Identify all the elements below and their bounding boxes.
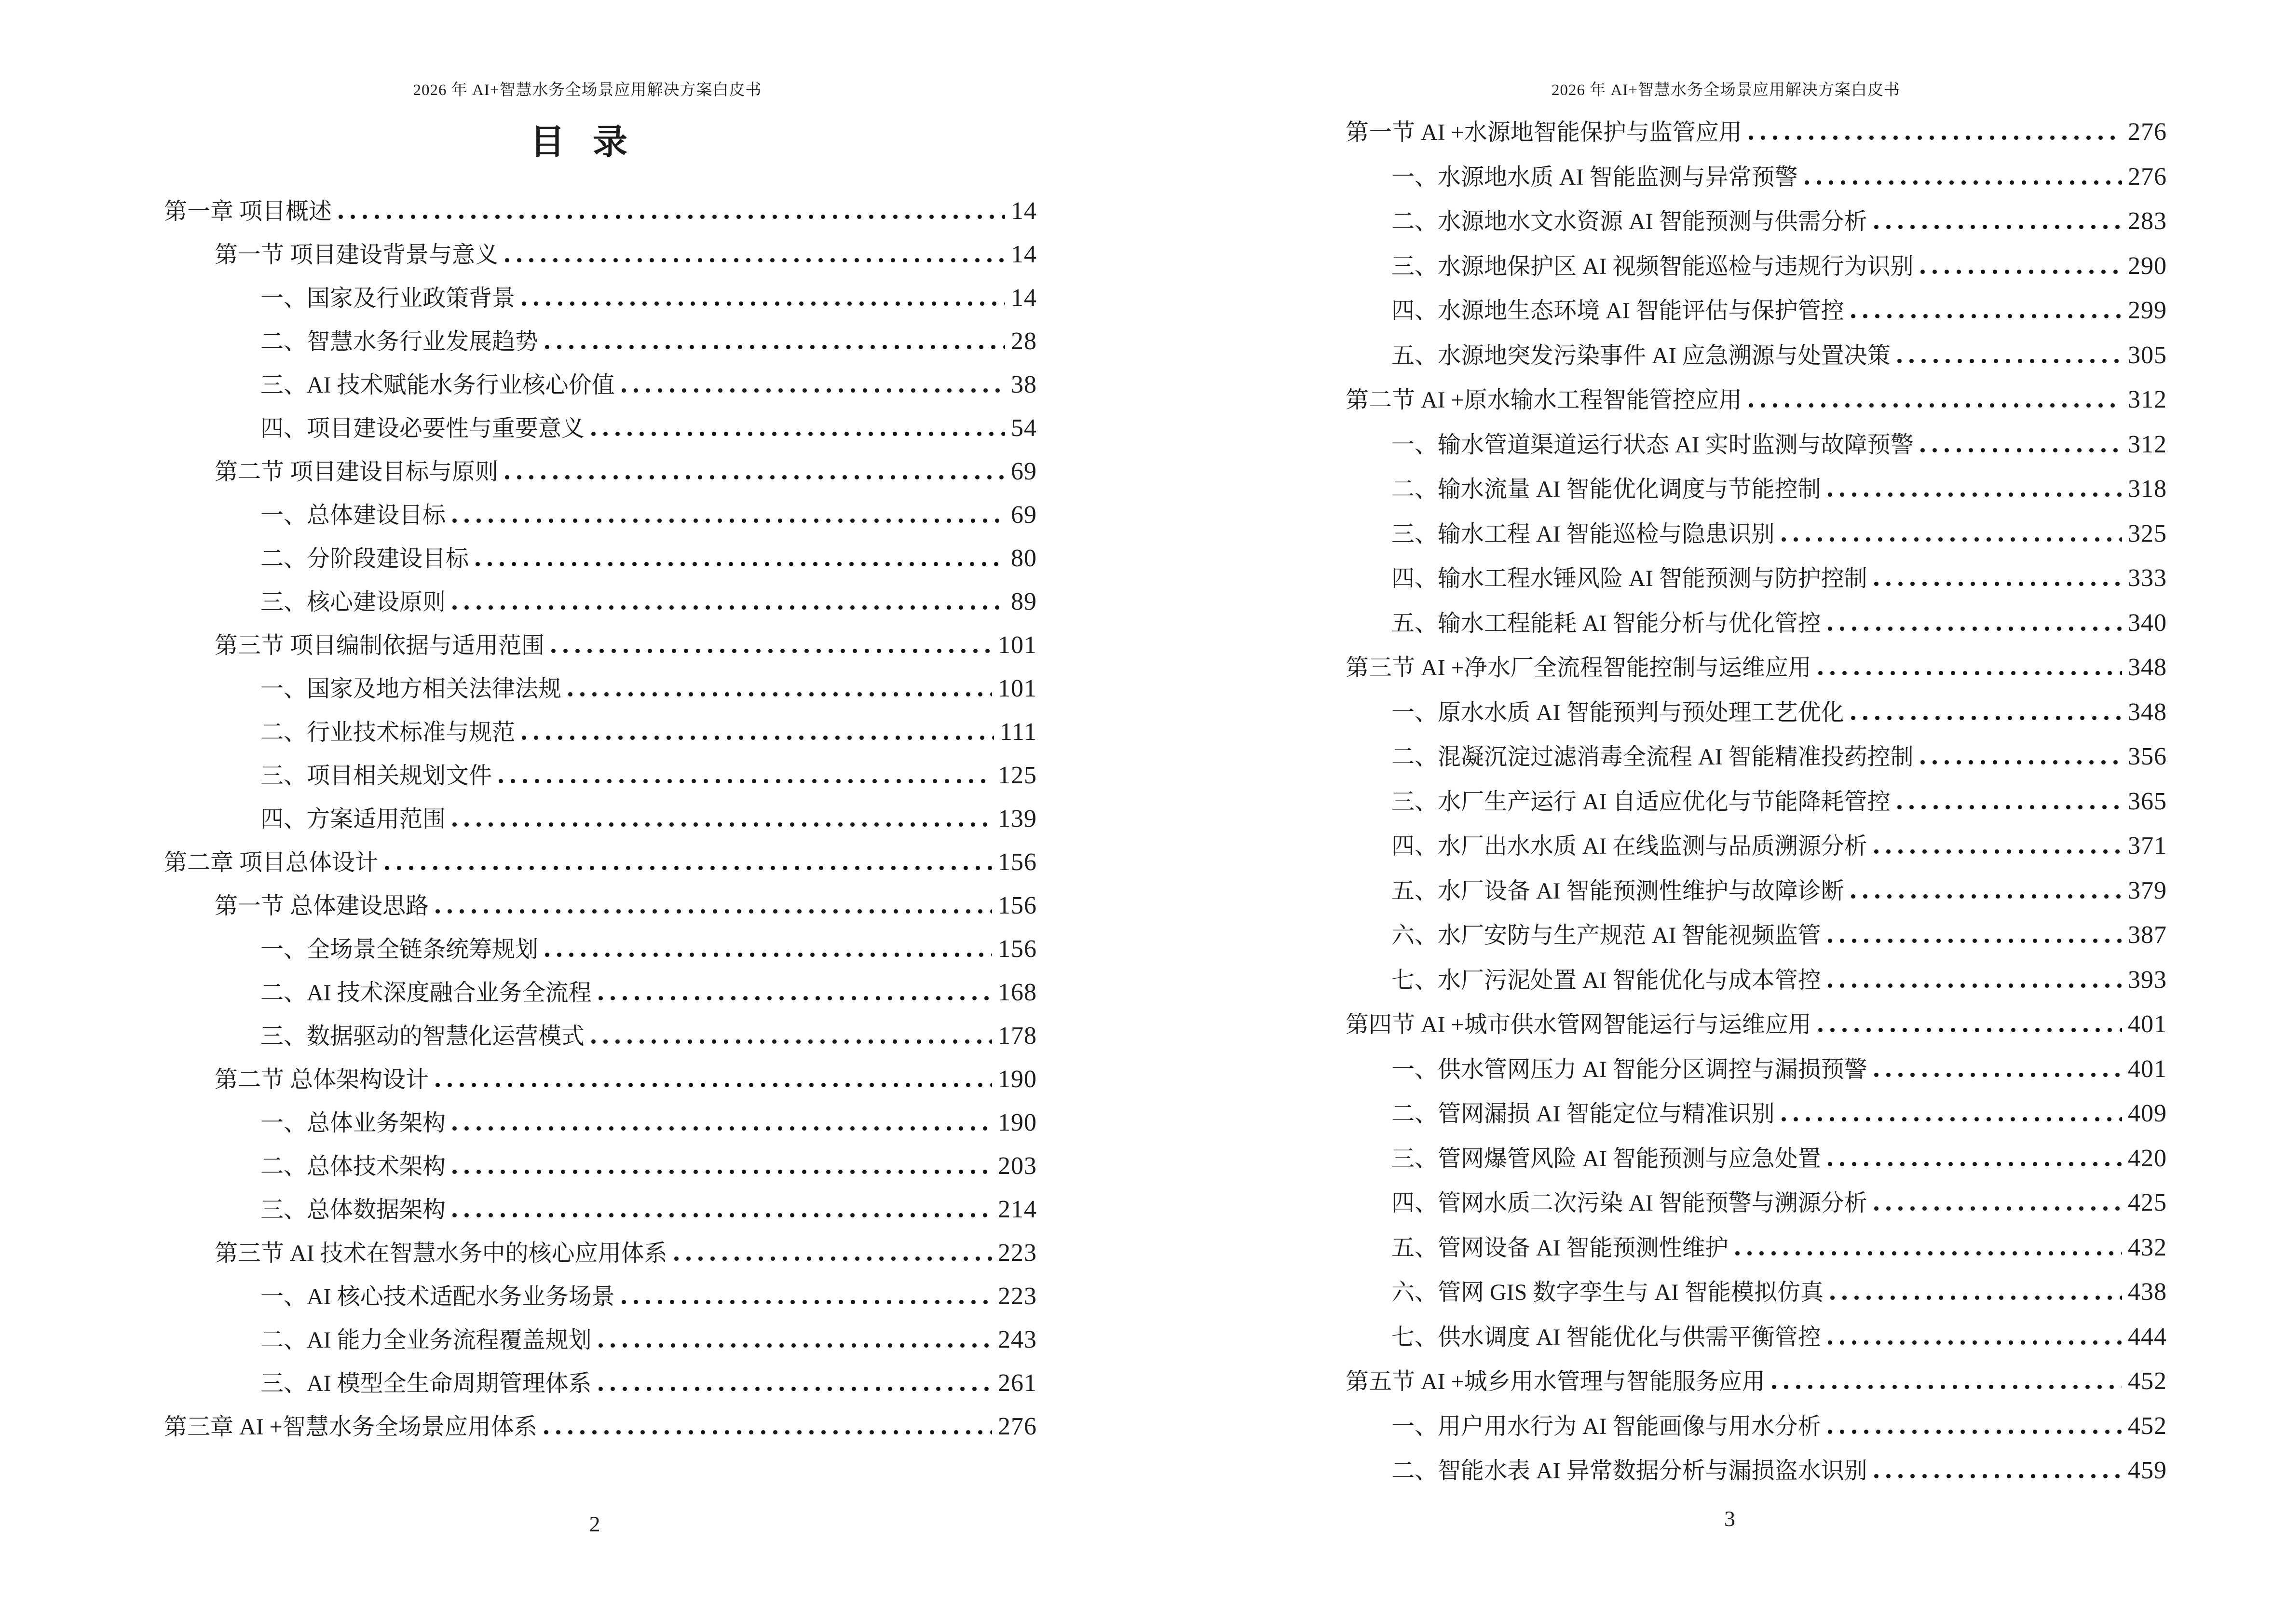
toc-entry <box>164 1231 1037 1275</box>
toc-entry-label: 二、行业技术标准与规范 <box>260 720 516 745</box>
toc-entry-label: 第一节 AI +水源地智能保护与监管应用 <box>1346 120 1742 145</box>
toc-entry-label: 一、全场景全链条统筹规划 <box>260 937 539 962</box>
toc-entry-label: 四、输水工程水锤风险 AI 智能预测与防护控制 <box>1391 566 1867 591</box>
toc-entry <box>1346 824 2167 869</box>
toc-entry-page: 276 <box>998 1413 1037 1440</box>
toc-entry <box>164 624 1037 667</box>
toc-entry <box>1346 690 2167 735</box>
dot-leader <box>1897 805 2122 809</box>
toc-entry <box>1346 467 2167 512</box>
dot-leader <box>1874 581 2122 586</box>
toc-entry <box>1346 1136 2167 1181</box>
dot-leader <box>505 475 1005 479</box>
toc-entry-page: 276 <box>2128 118 2167 146</box>
dot-leader <box>436 909 992 914</box>
toc-entry <box>1346 1359 2167 1404</box>
toc-entry-page: 38 <box>1011 371 1037 398</box>
toc-entry-label: 一、AI 核心技术适配水务业务场景 <box>260 1284 615 1310</box>
toc-entry-label: 第三节 项目编制依据与适用范围 <box>215 633 545 658</box>
toc-entry-page: 409 <box>2128 1100 2167 1127</box>
toc-entry-page: 243 <box>998 1326 1037 1353</box>
toc-entry <box>1346 199 2167 244</box>
dot-leader <box>1874 1474 2122 1478</box>
toc-entry-page: 365 <box>2128 787 2167 815</box>
dot-leader <box>1874 224 2122 229</box>
toc-entry <box>164 493 1037 537</box>
dot-leader <box>452 1126 992 1131</box>
toc-entry <box>1346 556 2167 601</box>
toc-entry-page: 69 <box>1011 458 1037 485</box>
toc-entry-page: 156 <box>998 892 1037 919</box>
dot-leader <box>452 1213 992 1217</box>
toc-entry <box>164 1362 1037 1405</box>
toc-entry-label: 第四节 AI +城市供水管网智能运行与运维应用 <box>1346 1012 1811 1037</box>
toc-entry-page: 156 <box>998 848 1037 876</box>
dot-leader <box>476 561 1005 566</box>
dot-leader <box>436 1082 992 1087</box>
dot-leader <box>1818 670 2122 675</box>
toc-entry-label: 一、输水管道渠道运行状态 AI 实时监测与故障预警 <box>1391 432 1914 458</box>
toc-entry <box>164 537 1037 580</box>
toc-entry-label: 四、项目建设必要性与重要意义 <box>260 416 585 441</box>
toc-entry-page: 290 <box>2128 252 2167 280</box>
toc-entry <box>1346 735 2167 779</box>
toc-entry-page: 452 <box>2128 1367 2167 1395</box>
toc-entry-page: 69 <box>1011 501 1037 529</box>
toc-entry-page: 203 <box>998 1152 1037 1180</box>
document-header: 2026 年 AI+智慧水务全场景应用解决方案白皮书 <box>1552 82 1900 99</box>
toc-entry <box>1346 512 2167 557</box>
toc-entry-page: 28 <box>1011 328 1037 355</box>
toc-entry-label: 三、水厂生产运行 AI 自适应优化与节能降耗管控 <box>1391 789 1891 815</box>
toc-entry-label: 第三章 AI +智慧水务全场景应用体系 <box>164 1414 537 1440</box>
dot-leader <box>1828 492 2122 497</box>
toc-entry-label: 六、水厂安防与生产规范 AI 智能视频监管 <box>1391 923 1821 948</box>
toc-entry <box>164 1145 1037 1188</box>
dot-leader <box>591 431 1005 436</box>
toc-entry-label: 二、智慧水务行业发展趋势 <box>260 329 539 355</box>
toc-entry-label: 三、管网爆管风险 AI 智能预测与应急处置 <box>1391 1146 1821 1172</box>
toc-entry-page: 305 <box>2128 341 2167 369</box>
toc-entry-label: 二、分阶段建设目标 <box>260 546 469 572</box>
toc-entry-page: 101 <box>998 631 1037 659</box>
toc-entry <box>164 407 1037 450</box>
toc-entry-page: 401 <box>2128 1055 2167 1083</box>
toc-entry-label: 第二节 AI +原水输水工程智能管控应用 <box>1346 387 1742 413</box>
toc-entry <box>1346 1181 2167 1226</box>
toc-entry-label: 二、AI 技术深度融合业务全流程 <box>260 980 592 1006</box>
toc-entry <box>1346 1002 2167 1047</box>
toc-entry-label: 二、管网漏损 AI 智能定位与精准识别 <box>1391 1101 1775 1127</box>
toc-entry-label: 一、水源地水质 AI 智能监测与异常预警 <box>1391 164 1798 190</box>
toc-entry-label: 三、核心建设原则 <box>260 589 446 615</box>
toc-entry-page: 190 <box>998 1109 1037 1136</box>
toc-entry-label: 二、总体技术架构 <box>260 1154 446 1179</box>
toc-entry <box>1346 333 2167 378</box>
toc-entry-label: 一、总体业务架构 <box>260 1110 446 1136</box>
toc-entry-page: 89 <box>1011 588 1037 615</box>
toc-entry-page: 432 <box>2128 1233 2167 1261</box>
dot-leader <box>1874 849 2122 854</box>
page-right <box>1144 0 2287 1624</box>
toc-entry-label: 一、原水水质 AI 智能预判与预处理工艺优化 <box>1391 699 1844 725</box>
dot-leader <box>1828 983 2122 988</box>
dot-leader <box>622 1299 992 1304</box>
toc-entry <box>1346 1270 2167 1315</box>
toc-entry-label: 四、管网水质二次污染 AI 智能预警与溯源分析 <box>1391 1190 1867 1216</box>
toc-entry-label: 三、数据驱动的智慧化运营模式 <box>260 1024 585 1049</box>
toc-entry-page: 14 <box>1011 284 1037 312</box>
toc-entry-label: 三、水源地保护区 AI 视频智能巡检与违规行为识别 <box>1391 253 1914 279</box>
toc-entry-label: 三、AI 技术赋能水务行业核心价值 <box>260 372 615 398</box>
dot-leader <box>1920 760 2122 764</box>
toc-entry <box>1346 779 2167 824</box>
toc-entry <box>164 320 1037 363</box>
toc-entry <box>164 1058 1037 1101</box>
toc-entry-page: 54 <box>1011 414 1037 442</box>
dot-leader <box>1851 715 2122 720</box>
dot-leader <box>622 388 1005 393</box>
toc-entry-label: 一、总体建设目标 <box>260 503 446 528</box>
toc-entry-page: 299 <box>2128 297 2167 324</box>
toc-entry <box>164 1188 1037 1231</box>
toc-entry-label: 二、水源地水文水资源 AI 智能预测与供需分析 <box>1391 209 1867 234</box>
toc-entry <box>164 710 1037 754</box>
toc-entry-page: 14 <box>1011 241 1037 268</box>
toc-entry <box>164 580 1037 624</box>
toc-entry-page: 348 <box>2128 654 2167 681</box>
dot-leader <box>599 1386 992 1391</box>
toc-entry-page: 356 <box>2128 743 2167 770</box>
dot-leader <box>545 344 1005 349</box>
toc-entry <box>1346 601 2167 646</box>
toc-entry-label: 四、水厂出水水质 AI 在线监测与品质溯源分析 <box>1391 833 1867 859</box>
dot-leader <box>505 258 1005 262</box>
toc-entry-page: 125 <box>998 762 1037 789</box>
toc-title: 目 录 <box>530 123 628 162</box>
dot-leader <box>1772 1384 2122 1389</box>
toc-entry-page: 452 <box>2128 1412 2167 1440</box>
toc-entry-label: 第一节 总体建设思路 <box>215 893 429 919</box>
toc-entry-page: 420 <box>2128 1144 2167 1172</box>
toc-entry <box>164 884 1037 928</box>
toc-entry-label: 第二章 项目总体设计 <box>164 850 379 875</box>
toc-entry <box>1346 1226 2167 1270</box>
toc-entry <box>1346 1047 2167 1092</box>
toc-entry-page: 223 <box>998 1283 1037 1310</box>
toc-entry <box>164 754 1037 797</box>
toc-entry-page: 444 <box>2128 1323 2167 1351</box>
toc-entry-page: 371 <box>2128 832 2167 860</box>
toc-entry <box>164 928 1037 971</box>
toc-entry <box>1346 645 2167 690</box>
toc-entry <box>1346 1315 2167 1360</box>
toc-entry <box>1346 958 2167 1003</box>
toc-entry-label: 一、国家及地方相关法律法规 <box>260 676 562 702</box>
toc-entry-page: 340 <box>2128 609 2167 637</box>
toc-entry-page: 261 <box>998 1369 1037 1397</box>
dot-leader <box>1830 1295 2122 1300</box>
toc-entry <box>164 1405 1037 1448</box>
toc-entry <box>1346 1092 2167 1136</box>
toc-entry-page: 80 <box>1011 545 1037 572</box>
toc-entry <box>1346 1404 2167 1449</box>
toc-entry <box>164 233 1037 276</box>
toc-entry-page: 168 <box>998 979 1037 1006</box>
toc-entry <box>1346 1448 2167 1493</box>
toc-entry-label: 第二节 项目建设目标与原则 <box>215 459 499 485</box>
toc-entry-label: 七、水厂污泥处置 AI 智能优化与成本管控 <box>1391 967 1821 993</box>
toc-entry-label: 五、管网设备 AI 智能预测性维护 <box>1391 1235 1729 1261</box>
toc-entry-label: 三、输水工程 AI 智能巡检与隐患识别 <box>1391 521 1775 547</box>
toc-entry-page: 318 <box>2128 475 2167 503</box>
dot-leader <box>1818 1027 2122 1032</box>
dot-leader <box>1851 894 2122 899</box>
toc-entry <box>164 971 1037 1014</box>
toc-entry-page: 348 <box>2128 698 2167 726</box>
toc-entry-page: 325 <box>2128 519 2167 547</box>
toc-entry-page: 14 <box>1011 197 1037 225</box>
dot-leader <box>1828 1161 2122 1166</box>
toc-entry-label: 三、AI 模型全生命周期管理体系 <box>260 1371 592 1396</box>
toc-entry-label: 第三节 AI +净水厂全流程智能控制与运维应用 <box>1346 655 1811 681</box>
dot-leader <box>1805 180 2122 185</box>
toc-entry-page: 401 <box>2128 1010 2167 1038</box>
toc-entry <box>1346 110 2167 155</box>
toc-entry-label: 第一节 项目建设背景与意义 <box>215 242 499 268</box>
toc-entry-page: 139 <box>998 805 1037 832</box>
toc-entry-label: 五、水厂设备 AI 智能预测性维护与故障诊断 <box>1391 878 1844 904</box>
toc-entry <box>1346 288 2167 333</box>
dot-leader <box>452 1169 992 1174</box>
toc-list-right <box>1346 110 2167 1493</box>
toc-list-left <box>164 190 1037 1448</box>
dot-leader <box>1851 314 2122 318</box>
toc-entry <box>164 667 1037 710</box>
toc-entry <box>164 797 1037 841</box>
toc-entry-label: 二、混凝沉淀过滤消毒全流程 AI 智能精准投药控制 <box>1391 744 1914 770</box>
document-header: 2026 年 AI+智慧水务全场景应用解决方案白皮书 <box>413 82 762 99</box>
toc-entry-label: 二、智能水表 AI 异常数据分析与漏损盗水识别 <box>1391 1458 1867 1484</box>
toc-entry-page: 333 <box>2128 564 2167 592</box>
toc-entry-label: 第一章 项目概述 <box>164 199 332 224</box>
toc-entry-page: 283 <box>2128 207 2167 235</box>
dot-leader <box>1782 537 2122 542</box>
toc-entry-label: 二、输水流量 AI 智能优化调度与节能控制 <box>1391 477 1821 502</box>
dot-leader <box>1735 1251 2122 1256</box>
toc-entry-page: 379 <box>2128 876 2167 904</box>
toc-entry-page: 312 <box>2128 386 2167 413</box>
dot-leader <box>1749 135 2122 140</box>
toc-entry <box>164 1014 1037 1058</box>
toc-entry-label: 三、总体数据架构 <box>260 1197 446 1223</box>
toc-entry-label: 五、水源地突发污染事件 AI 应急溯源与处置决策 <box>1391 342 1891 368</box>
toc-entry <box>164 1318 1037 1362</box>
toc-entry-page: 312 <box>2128 430 2167 458</box>
dot-leader <box>1920 448 2122 452</box>
toc-entry-label: 第二节 总体架构设计 <box>215 1067 429 1092</box>
dot-leader <box>452 518 1005 523</box>
toc-entry <box>164 363 1037 407</box>
dot-leader <box>1828 626 2122 631</box>
dot-leader <box>522 735 994 740</box>
dot-leader <box>544 1430 992 1434</box>
toc-entry-page: 101 <box>998 675 1037 702</box>
page-number: 3 <box>1724 1506 1735 1531</box>
toc-entry <box>1346 244 2167 289</box>
toc-entry-page: 459 <box>2128 1457 2167 1484</box>
toc-entry-label: 五、输水工程能耗 AI 智能分析与优化管控 <box>1391 610 1821 636</box>
toc-entry-label: 第三节 AI 技术在智慧水务中的核心应用体系 <box>215 1241 667 1266</box>
toc-entry-label: 二、AI 能力全业务流程覆盖规划 <box>260 1327 592 1353</box>
toc-entry-page: 214 <box>998 1196 1037 1223</box>
dot-leader <box>1874 1206 2122 1211</box>
dot-leader <box>339 214 1005 219</box>
dot-leader <box>674 1256 992 1261</box>
toc-entry <box>1346 913 2167 958</box>
toc-entry-label: 四、水源地生态环境 AI 智能评估与保护管控 <box>1391 298 1844 324</box>
toc-entry-page: 223 <box>998 1239 1037 1267</box>
dot-leader <box>385 865 992 870</box>
toc-entry-label: 一、国家及行业政策背景 <box>260 286 516 311</box>
toc-entry-label: 一、用户用水行为 AI 智能画像与用水分析 <box>1391 1413 1821 1439</box>
dot-leader <box>1828 1340 2122 1345</box>
toc-entry-page: 393 <box>2128 966 2167 994</box>
toc-entry <box>164 190 1037 233</box>
toc-entry <box>1346 423 2167 467</box>
dot-leader <box>551 648 992 653</box>
dot-leader <box>1828 938 2122 943</box>
toc-entry-label: 六、管网 GIS 数字孪生与 AI 智能模拟仿真 <box>1391 1280 1824 1305</box>
toc-entry-page: 276 <box>2128 163 2167 191</box>
dot-leader <box>599 1343 992 1348</box>
toc-entry-label: 三、项目相关规划文件 <box>260 763 492 789</box>
dot-leader <box>599 996 992 1000</box>
toc-entry <box>164 276 1037 320</box>
toc-entry <box>164 450 1037 493</box>
toc-entry-page: 425 <box>2128 1189 2167 1216</box>
toc-entry-label: 第五节 AI +城乡用水管理与智能服务应用 <box>1346 1369 1765 1394</box>
toc-entry <box>1346 155 2167 200</box>
toc-entry-page: 178 <box>998 1022 1037 1050</box>
toc-entry <box>164 1275 1037 1318</box>
toc-entry-page: 387 <box>2128 921 2167 949</box>
toc-entry-page: 111 <box>999 718 1037 746</box>
dot-leader <box>1874 1072 2122 1077</box>
toc-entry <box>1346 378 2167 423</box>
toc-entry-page: 156 <box>998 935 1037 963</box>
toc-entry-label: 七、供水调度 AI 智能优化与供需平衡管控 <box>1391 1324 1821 1350</box>
dot-leader <box>1828 1429 2122 1434</box>
toc-entry-page: 438 <box>2128 1278 2167 1306</box>
dot-leader <box>499 778 992 783</box>
toc-entry <box>164 1101 1037 1145</box>
dot-leader <box>568 692 992 696</box>
dot-leader <box>545 952 992 957</box>
dot-leader <box>1920 269 2122 274</box>
page-number: 2 <box>589 1512 600 1536</box>
dot-leader <box>522 301 1005 306</box>
dot-leader <box>1897 358 2122 363</box>
dot-leader <box>591 1039 992 1044</box>
toc-entry <box>164 841 1037 884</box>
dot-leader <box>1749 403 2122 408</box>
toc-entry <box>1346 869 2167 914</box>
toc-entry-page: 190 <box>998 1065 1037 1093</box>
dot-leader <box>452 605 1005 610</box>
toc-entry-label: 一、供水管网压力 AI 智能分区调控与漏损预警 <box>1391 1056 1867 1082</box>
toc-entry-label: 四、方案适用范围 <box>260 806 446 832</box>
dot-leader <box>452 822 992 827</box>
dot-leader <box>1782 1117 2122 1121</box>
